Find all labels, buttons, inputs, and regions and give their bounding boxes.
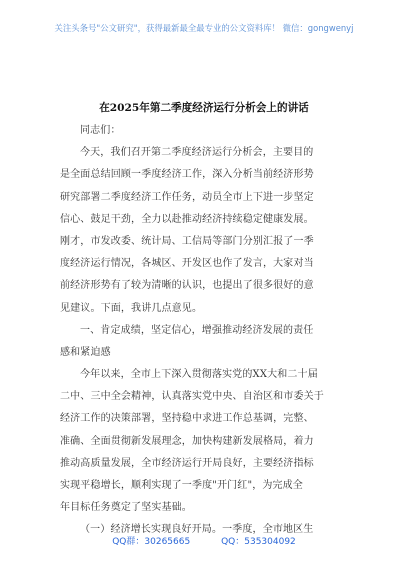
paragraph-line: 二中、三中全会精神，认真落实党中央、自治区和市委关于 [60, 391, 324, 403]
paragraph-line: 今天，我们召开第二季度经济运行分析会，主要目的 [80, 147, 314, 159]
paragraph-line: 推动高质量发展，全市经济运行开局良好，主要经济指标 [60, 457, 314, 469]
section-heading: 感和紧迫感 [60, 346, 111, 358]
paragraph-line: 准确、全面贯彻新发展理念，加快构建新发展格局，着力 [60, 435, 314, 447]
paragraph-line: 年目标任务奠定了坚实基础。 [60, 502, 192, 514]
paragraph-line: 前经济形势有了较为清晰的认识，也提出了很多很好的意 [60, 280, 314, 292]
salutation: 同志们： [80, 125, 121, 136]
subsection-line: （一）经济增长实现良好开局。一季度，全市地区生 [80, 524, 314, 536]
paragraph-line: 是全面总结回顾一季度经济工作，深入分析当前经济形势 [60, 169, 314, 181]
paragraph-line: 今年以来，全市上下深入贯彻落实党的XX大和二十届 [80, 369, 318, 381]
paragraph-line: 信心、鼓足干劲，全力以赴推动经济持续稳定健康发展。 [60, 213, 314, 225]
paragraph-line: 度经济运行情况，各城区、开发区也作了发言，大家对当 [60, 258, 314, 270]
qq-number: QQ：535304092 [221, 537, 296, 547]
paragraph-line: 刚才，市发改委、统计局、工信局等部门分别汇报了一季 [60, 235, 314, 247]
paragraph-line: 研究部署二季度经济工作任务，动员全市上下进一步坚定 [60, 191, 314, 203]
document-body [60, 120, 352, 542]
section-heading: 一、肯定成绩，坚定信心，增强推动经济发展的责任 [80, 324, 314, 336]
promo-header: 关注头条号"公文研究"，获得最新最全最专业的公文资料库！ 微信：gongwenyj [54, 23, 354, 33]
document-title: 在2025年第二季度经济运行分析会上的讲话 [99, 102, 309, 114]
paragraph-line: 经济工作的决策部署，坚持稳中求进工作总基调，完整、 [60, 413, 314, 425]
paragraph-line: 见建议。下面，我讲几点意见。 [60, 302, 203, 314]
contact-footer [0, 534, 408, 547]
paragraph-line: 实现平稳增长，顺利实现了一季度"开门红"，为完成全 [60, 480, 303, 491]
qq-group-number: QQ群：30265665 [112, 537, 191, 547]
